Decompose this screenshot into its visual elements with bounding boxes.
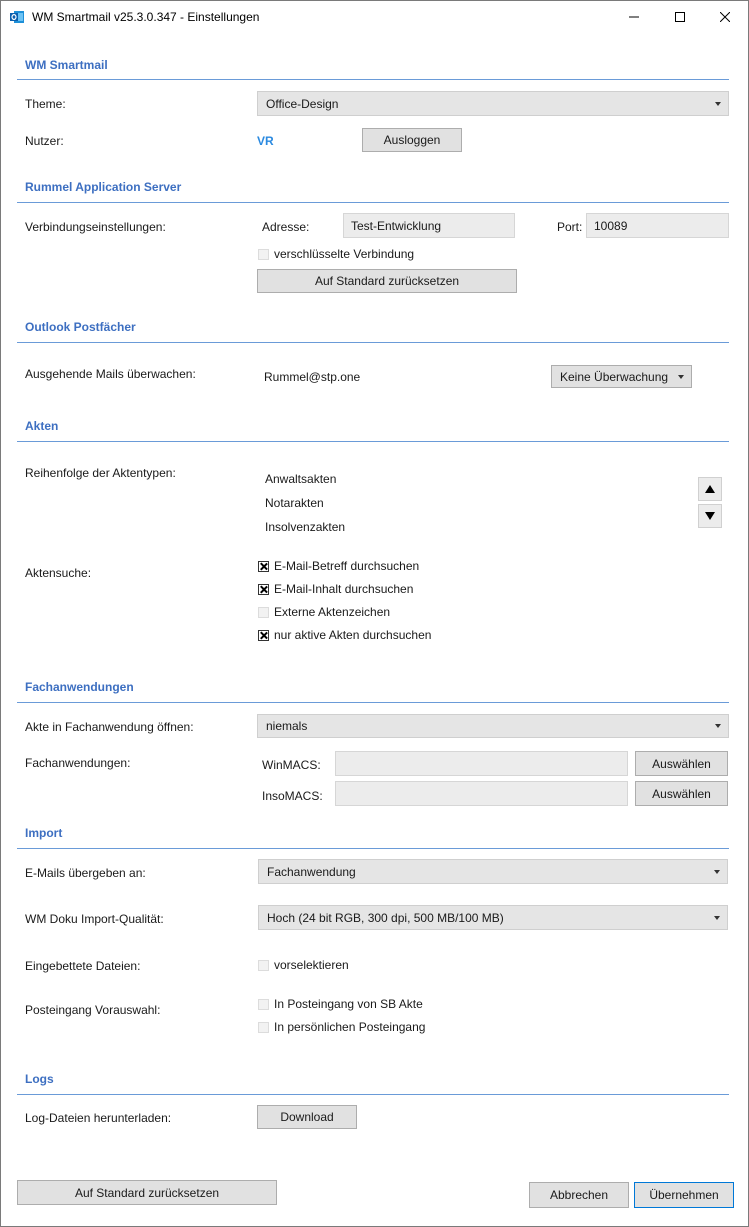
search-content-checkbox[interactable] (258, 582, 413, 596)
arrow-up-icon (705, 485, 715, 493)
theme-select-value: Office-Design (266, 96, 339, 111)
chevron-down-icon (714, 916, 720, 920)
checkbox-label: E-Mail-Inhalt durchsuchen (274, 582, 414, 596)
section-title-logs: Logs (25, 1072, 54, 1086)
active-files-only-checkbox[interactable] (258, 628, 431, 642)
maximize-icon (675, 12, 685, 22)
move-down-button[interactable] (698, 504, 722, 528)
inbox-preselection-label: Posteingang Vorauswahl: (25, 1003, 161, 1017)
outlook-app-icon (9, 9, 25, 25)
winmacs-path-input[interactable] (335, 751, 628, 776)
pass-emails-label: E-Mails übergeben an: (25, 866, 146, 880)
import-quality-value: Hoch (24 bit RGB, 300 dpi, 500 MB/100 MB) (267, 910, 504, 925)
import-quality-label: WM Doku Import-Qualität: (25, 912, 164, 926)
arrow-down-icon (705, 512, 715, 520)
section-title-apps: Fachanwendungen (25, 680, 134, 694)
section-divider (17, 202, 729, 203)
pass-emails-select[interactable] (258, 859, 728, 884)
outgoing-label: Ausgehende Mails überwachen: (25, 367, 196, 381)
insomacs-label: InsoMACS: (262, 789, 323, 803)
minimize-icon (629, 12, 639, 22)
external-reference-checkbox[interactable] (258, 605, 390, 619)
list-item[interactable]: Notarakten (265, 496, 324, 510)
checkbox-box (258, 249, 269, 260)
checkbox-box (258, 630, 269, 641)
checkbox-label: E-Mail-Betreff durchsuchen (274, 559, 420, 573)
list-item[interactable]: Anwaltsakten (265, 472, 337, 486)
checkbox-label: In Posteingang von SB Akte (274, 997, 423, 1011)
section-title-mailboxes: Outlook Postfächer (25, 320, 136, 334)
section-divider (17, 342, 729, 343)
chevron-down-icon (715, 102, 721, 106)
close-button[interactable] (702, 1, 748, 33)
checkbox-box (258, 960, 269, 971)
insomacs-path-input[interactable] (335, 781, 628, 806)
pass-emails-value: Fachanwendung (267, 864, 356, 879)
maximize-button[interactable] (657, 1, 703, 33)
user-value: VR (257, 134, 274, 148)
section-title-import: Import (25, 826, 63, 840)
checkbox-label: Externe Aktenzeichen (274, 605, 391, 619)
search-subject-checkbox[interactable] (258, 559, 419, 573)
checkbox-box (258, 1022, 269, 1033)
close-icon (720, 12, 730, 22)
title-bar (1, 1, 748, 33)
open-in-app-label: Akte in Fachanwendung öffnen: (25, 720, 194, 734)
user-label: Nutzer: (25, 134, 64, 148)
theme-select[interactable] (257, 91, 729, 116)
personal-inbox-checkbox[interactable] (258, 1020, 425, 1034)
section-title-server: Rummel Application Server (25, 180, 182, 194)
section-divider (17, 79, 729, 80)
theme-label: Theme: (25, 97, 66, 111)
checkbox-label: In persönlichen Posteingang (274, 1020, 426, 1034)
move-up-button[interactable] (698, 477, 722, 501)
checkbox-label: vorselektieren (274, 958, 349, 972)
checkbox-box (258, 607, 269, 618)
open-in-app-value: niemals (266, 719, 308, 733)
address-input[interactable]: Test-Entwicklung (343, 213, 515, 238)
log-download-label: Log-Dateien herunterladen: (25, 1111, 172, 1125)
apply-button[interactable]: Übernehmen (634, 1182, 734, 1208)
checkbox-box (258, 999, 269, 1010)
apps-label: Fachanwendungen: (25, 756, 131, 770)
minimize-button[interactable] (611, 1, 657, 33)
chevron-down-icon (678, 375, 684, 379)
window-title: WM Smartmail v25.3.0.347 - Einstellungen (32, 10, 260, 24)
section-divider (17, 1094, 729, 1095)
monitor-select[interactable] (551, 365, 692, 388)
logout-button[interactable]: Ausloggen (362, 128, 462, 152)
checkbox-box (258, 584, 269, 595)
encrypted-connection-checkbox[interactable] (258, 247, 414, 261)
checkbox-box (258, 561, 269, 572)
server-reset-button[interactable]: Auf Standard zurücksetzen (257, 269, 517, 293)
port-input[interactable]: 10089 (586, 213, 729, 238)
cancel-button[interactable]: Abbrechen (529, 1182, 629, 1208)
mailbox-address: Rummel@stp.one (264, 370, 361, 384)
insomacs-select-button[interactable]: Auswählen (635, 781, 728, 806)
address-label: Adresse: (262, 220, 310, 234)
file-order-label: Reihenfolge der Aktentypen: (25, 466, 176, 480)
file-search-label: Aktensuche: (25, 566, 92, 580)
section-divider (17, 441, 729, 442)
sb-inbox-checkbox[interactable] (258, 997, 423, 1011)
section-divider (17, 848, 729, 849)
chevron-down-icon (714, 870, 720, 874)
preselect-checkbox[interactable] (258, 958, 349, 972)
section-title-smartmail: WM Smartmail (25, 58, 108, 72)
winmacs-label: WinMACS: (262, 758, 321, 772)
connection-label: Verbindungseinstellungen: (25, 220, 166, 234)
checkbox-label: nur aktive Akten durchsuchen (274, 628, 432, 642)
port-label: Port: (557, 220, 583, 234)
list-item[interactable]: Insolvenzakten (265, 520, 346, 534)
embedded-files-label: Eingebettete Dateien: (25, 959, 141, 973)
download-logs-button[interactable]: Download (257, 1105, 357, 1129)
winmacs-select-button[interactable]: Auswählen (635, 751, 728, 776)
reset-all-button[interactable]: Auf Standard zurücksetzen (17, 1180, 277, 1205)
checkbox-label: verschlüsselte Verbindung (274, 247, 415, 261)
import-quality-select[interactable] (258, 905, 728, 930)
section-title-files: Akten (25, 419, 59, 433)
section-divider (17, 702, 729, 703)
monitor-select-value: Keine Überwachung (560, 369, 669, 384)
open-in-app-select[interactable] (257, 714, 729, 738)
chevron-down-icon (715, 724, 721, 728)
